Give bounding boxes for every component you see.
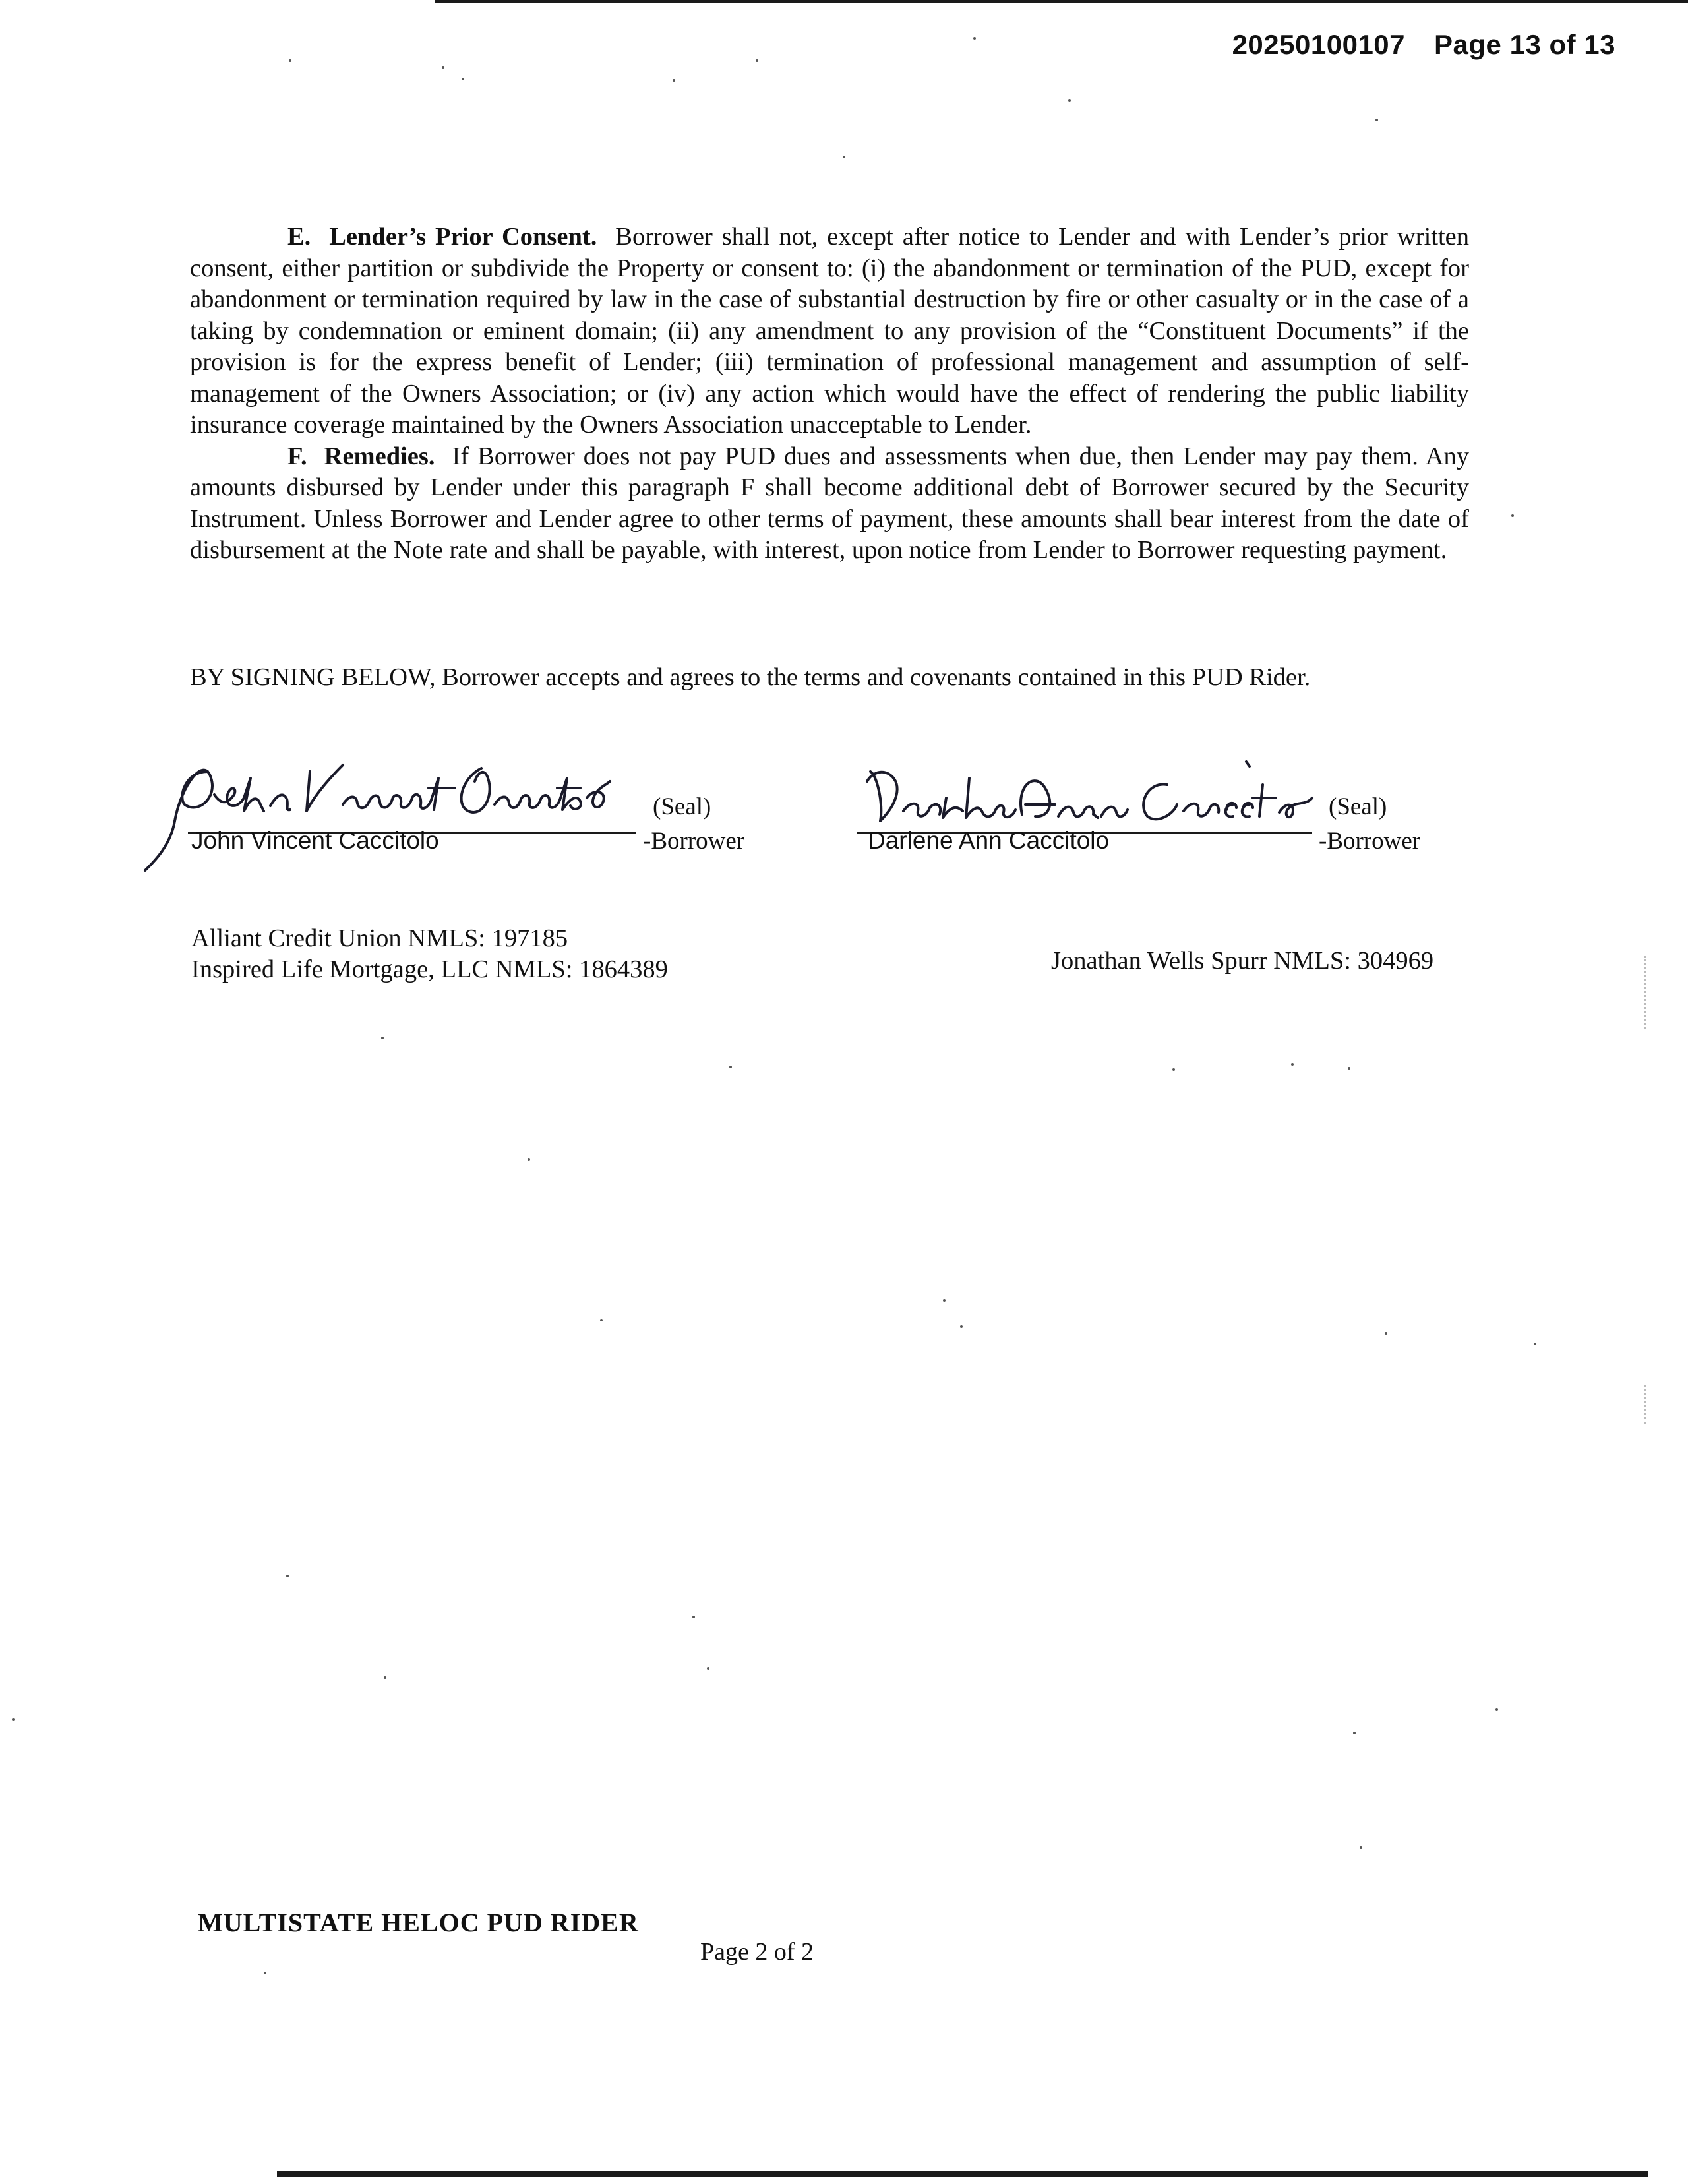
section-e-heading: Lender’s Prior Consent. xyxy=(329,223,597,251)
signature-john-handwriting xyxy=(145,758,646,877)
form-title: MULTISTATE HELOC PUD RIDER xyxy=(198,1908,639,1937)
signing-statement: BY SIGNING BELOW, Borrower accepts and agrees to the terms and covenants contained in this PUD Rider. xyxy=(190,663,1311,691)
recording-number: 20250100107 xyxy=(1232,29,1406,60)
printed-name-darlene: Darlene Ann Caccitolo xyxy=(868,827,1110,854)
seal-label-darlene: (Seal) xyxy=(1329,793,1387,820)
scan-edge-mark xyxy=(1642,956,1646,1029)
section-e-letter: E. xyxy=(287,223,311,251)
section-e-text: Borrower shall not, except after notice to Lender and with Lender’s prior written consent, either partition or subdivide the Property or consent to: (i) the abandonment or termination of the PUD, except for abandonment or termination required by law in the case of substantial destruction by fire or other casualty or in the case of a taking by condemnation or eminent domain; (ii) any amendment to any provision of the “Constituent Documents” if the provision is for the express benefit of Lender; (iii) termination of professional management and assumption of self-management of the Owners Association; or (iv) any action which would have the effect of rendering the public liability insurance coverage maintained by the Owners Association unacceptable to Lender. xyxy=(190,223,1470,439)
printed-name-john: John Vincent Caccitolo xyxy=(191,827,439,854)
rider-body xyxy=(190,222,1469,566)
section-f-heading: Remedies. xyxy=(324,442,435,470)
section-f xyxy=(190,441,1469,566)
rider-page-number: Page 2 of 2 xyxy=(700,1938,814,1966)
signature-darlene-handwriting xyxy=(857,758,1332,837)
top-rule xyxy=(435,0,1688,3)
borrower-role-darlene: -Borrower xyxy=(1319,828,1421,855)
nmls-loan-originator: Jonathan Wells Spurr NMLS: 304969 xyxy=(1051,947,1434,975)
section-f-text: If Borrower does not pay PUD dues and assessments when due, then Lender may pay them. Any amounts disbursed by Lender under this paragraph F shall become additional debt of Borrower secured by the Security Instrument. Unless Borrower and Lender agree to other terms of payment, these amounts shall bear interest from the date of disbursement at the Note rate and shall be payable, with interest, upon notice from Lender to Borrower requesting payment. xyxy=(190,442,1470,564)
nmls-credit-union: Alliant Credit Union NMLS: 197185 xyxy=(191,925,568,952)
page-indicator: Page 13 of 13 xyxy=(1434,29,1615,60)
seal-label-john: (Seal) xyxy=(653,793,711,820)
borrower-role-john: -Borrower xyxy=(643,828,745,855)
bottom-rule xyxy=(277,2171,1648,2177)
section-e xyxy=(190,222,1469,441)
recording-stamp xyxy=(1232,29,1615,61)
scan-edge-mark xyxy=(1642,1385,1646,1424)
nmls-mortgage-company: Inspired Life Mortgage, LLC NMLS: 1864389 xyxy=(191,956,668,983)
section-f-letter: F. xyxy=(287,442,307,470)
